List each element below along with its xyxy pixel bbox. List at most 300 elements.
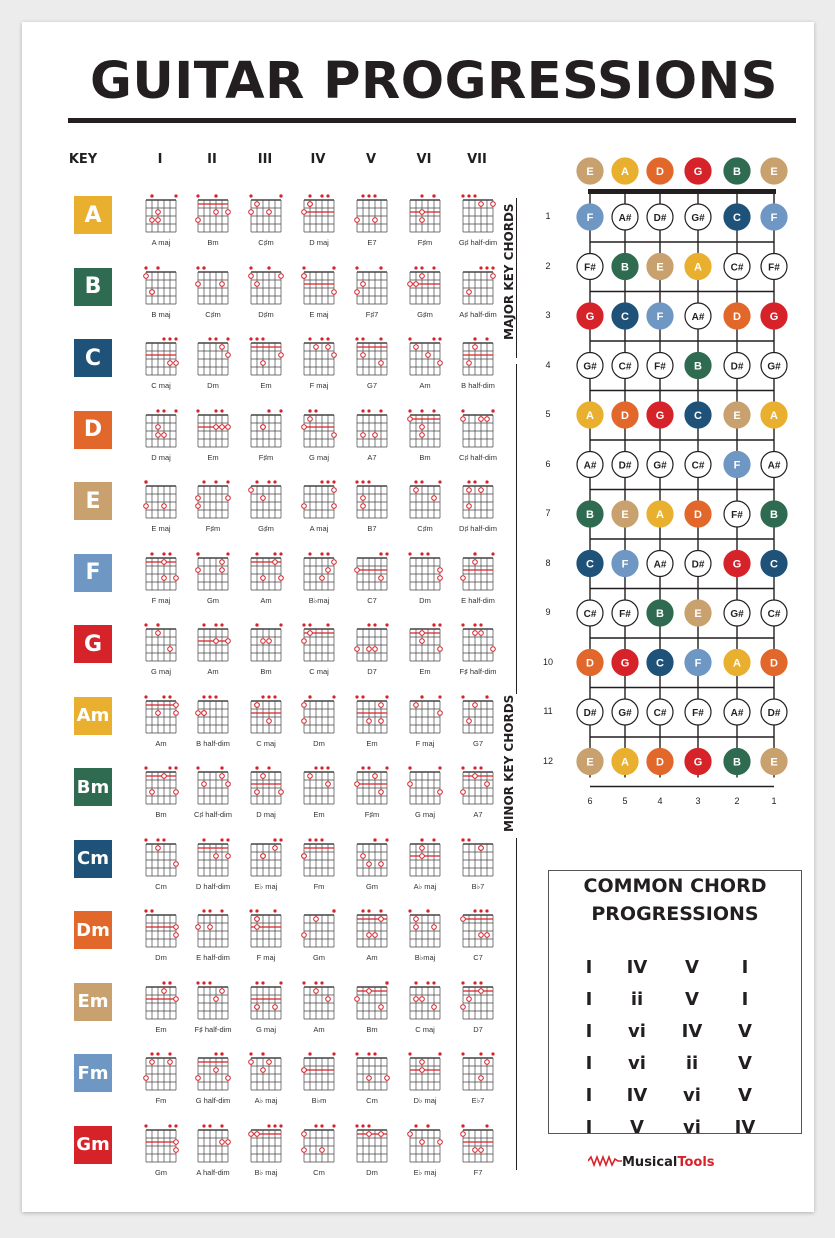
finger-position-dot: [314, 917, 319, 922]
chord-name: Em: [313, 810, 325, 819]
finger-position-dot: [485, 416, 490, 421]
finger-position-dot: [214, 996, 219, 1001]
chord-name: D♯m: [258, 309, 274, 319]
chord-diagram: [406, 979, 444, 1023]
chord-diagram: [194, 836, 232, 880]
open-string-marker: [202, 981, 205, 984]
open-string-marker: [432, 194, 435, 197]
open-string-marker: [414, 1124, 417, 1127]
finger-position-dot: [174, 996, 179, 1001]
finger-position-dot: [420, 631, 425, 636]
open-string-marker: [261, 981, 264, 984]
finger-position-dot: [420, 996, 425, 1001]
finger-position-dot: [168, 1060, 173, 1065]
finger-position-dot: [414, 917, 419, 922]
open-string-marker: [302, 623, 305, 626]
open-string-marker: [168, 1124, 171, 1127]
finger-position-dot: [479, 845, 484, 850]
finger-position-dot: [174, 925, 179, 930]
open-string-marker: [373, 838, 376, 841]
note-label: E: [656, 261, 664, 274]
chord-diagram: [247, 192, 285, 236]
note-label: G: [769, 311, 779, 323]
chord-name: Em: [366, 738, 378, 748]
finger-position-dot: [308, 416, 313, 421]
open-string-marker: [220, 838, 223, 841]
chord-name: G7: [472, 738, 483, 748]
progressions-title-line1: COMMON CHORD: [583, 875, 767, 897]
chord-diagram: [300, 764, 338, 808]
open-string-marker: [144, 1124, 147, 1127]
chord-diagram: [353, 264, 391, 308]
finger-position-dot: [261, 639, 266, 644]
open-string-marker: [273, 695, 276, 698]
finger-position-dot: [302, 933, 307, 938]
finger-position-dot: [174, 575, 179, 580]
open-string-marker: [473, 981, 476, 984]
chord-diagram: [300, 478, 338, 522]
finger-position-dot: [355, 647, 360, 652]
open-string-marker: [467, 480, 470, 483]
finger-position-dot: [226, 782, 231, 787]
open-string-marker: [144, 480, 147, 483]
finger-position-dot: [220, 424, 225, 429]
progression-numeral: V: [738, 1053, 752, 1074]
finger-position-dot: [255, 202, 260, 207]
open-string-marker: [214, 409, 217, 412]
open-string-marker: [202, 838, 205, 841]
chord-diagram: [247, 1122, 285, 1166]
open-string-marker: [438, 695, 441, 698]
finger-position-dot: [420, 210, 425, 215]
finger-position-dot: [308, 631, 313, 636]
open-string-marker: [273, 552, 276, 555]
note-label: E: [770, 166, 778, 178]
note-label: D#: [653, 213, 667, 224]
note-label: F#: [584, 262, 596, 274]
open-string-marker: [174, 1124, 177, 1127]
note-label: G#: [767, 361, 781, 373]
note-label: A: [621, 756, 629, 769]
poster-title: GUITAR PROGRESSIONS: [90, 52, 778, 111]
chord-diagram: [353, 1122, 391, 1166]
chord-name: Fm: [155, 1096, 167, 1105]
finger-position-dot: [261, 774, 266, 779]
open-string-marker: [379, 337, 382, 340]
open-string-marker: [373, 1052, 376, 1055]
note-label: E: [694, 608, 702, 620]
brand-logo: [588, 1155, 715, 1170]
finger-position-dot: [302, 273, 307, 278]
finger-position-dot: [267, 210, 272, 215]
progression-numeral: V: [738, 1085, 752, 1106]
chord-diagram: [406, 1050, 444, 1094]
progression-numeral: I: [585, 1117, 593, 1138]
finger-position-dot: [479, 1147, 484, 1152]
open-string-marker: [385, 695, 388, 698]
finger-position-dot: [314, 988, 319, 993]
chord-name: B7: [367, 524, 377, 533]
finger-position-dot: [379, 1004, 384, 1009]
fret-number: 3: [545, 310, 551, 320]
open-string-marker: [279, 1124, 282, 1127]
finger-position-dot: [261, 853, 266, 858]
open-string-marker: [214, 623, 217, 626]
note-label: B: [770, 509, 778, 521]
open-string-marker: [326, 480, 329, 483]
progression-numeral: I: [741, 957, 749, 978]
open-string-marker: [473, 766, 476, 769]
chord-diagram: [142, 836, 180, 880]
chord-name: C7: [367, 595, 377, 605]
open-string-marker: [355, 480, 358, 483]
note-label: C: [656, 657, 664, 670]
chord-name: D7: [473, 1024, 483, 1034]
open-string-marker: [267, 766, 270, 769]
chord-name: E♭ maj: [413, 1167, 437, 1177]
open-string-marker: [168, 1052, 171, 1055]
finger-position-dot: [267, 718, 272, 723]
progression-numeral: ii: [630, 989, 644, 1010]
chord-name: F maj: [256, 953, 276, 962]
open-string-marker: [168, 337, 171, 340]
finger-position-dot: [273, 845, 278, 850]
open-string-marker: [202, 1124, 205, 1127]
finger-position-dot: [408, 281, 413, 286]
open-string-marker: [438, 337, 441, 340]
chord-name: Am: [419, 381, 431, 390]
chord-diagram: [142, 693, 180, 737]
open-string-marker: [150, 909, 153, 912]
finger-position-dot: [332, 559, 337, 564]
open-string-marker: [308, 695, 311, 698]
chord-diagram: [353, 693, 391, 737]
numeral-header: VII: [467, 152, 487, 167]
chord-diagram: [300, 192, 338, 236]
key-header: KEY: [68, 152, 98, 167]
note-label: A#: [653, 559, 667, 571]
fret-number: 5: [545, 409, 551, 419]
finger-position-dot: [432, 1004, 437, 1009]
finger-position-dot: [214, 1068, 219, 1073]
chord-diagram: [194, 550, 232, 594]
chord-name: B♭maj: [308, 595, 330, 605]
open-string-marker: [279, 981, 282, 984]
chord-name: A7: [473, 810, 483, 819]
chord-name: C♯ half-dim: [194, 810, 232, 819]
chord-diagram: [459, 693, 497, 737]
finger-position-dot: [479, 202, 484, 207]
open-string-marker: [473, 480, 476, 483]
finger-position-dot: [414, 925, 419, 930]
open-string-marker: [214, 337, 217, 340]
chord-name: C♯ half-dim: [459, 452, 497, 462]
progression-numeral: IV: [626, 957, 648, 978]
open-string-marker: [314, 981, 317, 984]
open-string-marker: [479, 981, 482, 984]
open-string-marker: [267, 695, 270, 698]
finger-position-dot: [249, 210, 254, 215]
note-label: A#: [691, 312, 705, 323]
finger-position-dot: [255, 917, 260, 922]
chord-diagram: [142, 550, 180, 594]
open-string-marker: [408, 337, 411, 340]
chord-name: G maj: [150, 667, 171, 676]
open-string-marker: [414, 480, 417, 483]
chord-name: Em: [207, 452, 219, 462]
finger-position-dot: [196, 504, 201, 509]
note-label: D: [733, 311, 741, 323]
title-underline: [68, 118, 796, 123]
finger-position-dot: [420, 853, 425, 858]
chord-name: B half-dim: [461, 381, 495, 390]
open-string-marker: [279, 409, 282, 412]
chord-diagram: [142, 407, 180, 451]
open-string-marker: [144, 909, 147, 912]
open-string-marker: [461, 766, 464, 769]
open-string-marker: [156, 1052, 159, 1055]
open-string-marker: [308, 838, 311, 841]
note-label: G: [732, 558, 742, 571]
open-string-marker: [196, 981, 199, 984]
note-label: D: [586, 657, 594, 670]
open-string-marker: [408, 409, 411, 412]
key-badge: A: [74, 196, 112, 234]
note-label: A: [621, 166, 629, 178]
finger-position-dot: [438, 790, 443, 795]
finger-position-dot: [473, 1147, 478, 1152]
open-string-marker: [385, 552, 388, 555]
open-string-marker: [196, 194, 199, 197]
finger-position-dot: [261, 424, 266, 429]
open-string-marker: [308, 409, 311, 412]
chord-name: F7: [473, 1167, 483, 1177]
finger-position-dot: [473, 774, 478, 779]
chord-diagram: [459, 1122, 497, 1166]
finger-position-dot: [479, 1076, 484, 1081]
open-string-marker: [255, 337, 258, 340]
chord-diagram: [300, 1050, 338, 1094]
note-label: D#: [730, 361, 744, 373]
key-badge: E: [74, 482, 112, 520]
chord-name: Dm: [366, 1167, 378, 1177]
open-string-marker: [162, 981, 165, 984]
finger-position-dot: [168, 361, 173, 366]
open-string-marker: [144, 695, 147, 698]
finger-position-dot: [196, 567, 201, 572]
open-string-marker: [255, 981, 258, 984]
open-string-marker: [432, 409, 435, 412]
note-label: F#: [654, 361, 666, 373]
open-string-marker: [361, 337, 364, 340]
finger-position-dot: [196, 925, 201, 930]
finger-position-dot: [302, 1068, 307, 1073]
key-badge: Dm: [74, 911, 112, 949]
chord-name: A♭ maj: [254, 1096, 278, 1105]
open-string-marker: [379, 552, 382, 555]
finger-position-dot: [332, 504, 337, 509]
chord-name: B♭ maj: [254, 1167, 278, 1177]
open-string-marker: [355, 1124, 358, 1127]
finger-position-dot: [461, 790, 466, 795]
note-label: D#: [618, 460, 632, 472]
chord-name: G♯m: [258, 524, 274, 533]
open-string-marker: [255, 480, 258, 483]
progression-numeral: ii: [685, 1053, 699, 1074]
open-string-marker: [150, 194, 153, 197]
finger-position-dot: [226, 496, 231, 501]
chord-name: Gm: [365, 881, 379, 891]
open-string-marker: [332, 1124, 335, 1127]
finger-position-dot: [214, 853, 219, 858]
finger-position-dot: [414, 996, 419, 1001]
finger-position-dot: [279, 790, 284, 795]
finger-position-dot: [220, 345, 225, 350]
chord-diagram: [247, 335, 285, 379]
open-string-marker: [320, 194, 323, 197]
finger-position-dot: [226, 1139, 231, 1144]
open-string-marker: [355, 266, 358, 269]
open-string-marker: [355, 1052, 358, 1055]
open-string-marker: [249, 337, 252, 340]
chord-name: B maj: [151, 309, 171, 319]
finger-position-dot: [249, 1060, 254, 1065]
finger-position-dot: [467, 289, 472, 294]
chord-name: C♯m: [417, 524, 433, 533]
open-string-marker: [438, 623, 441, 626]
finger-position-dot: [255, 925, 260, 930]
finger-position-dot: [408, 416, 413, 421]
finger-position-dot: [226, 210, 231, 215]
finger-position-dot: [220, 281, 225, 286]
chord-name: F maj: [151, 595, 171, 605]
finger-position-dot: [479, 988, 484, 993]
finger-position-dot: [332, 432, 337, 437]
finger-position-dot: [379, 718, 384, 723]
open-string-marker: [426, 909, 429, 912]
open-string-marker: [255, 909, 258, 912]
chord-name: C maj: [256, 738, 276, 748]
key-badge: B: [74, 268, 112, 306]
open-string-marker: [408, 1052, 411, 1055]
finger-position-dot: [373, 933, 378, 938]
open-string-marker: [308, 1052, 311, 1055]
chord-diagram: [247, 1050, 285, 1094]
open-string-marker: [426, 981, 429, 984]
open-string-marker: [208, 695, 211, 698]
finger-position-dot: [379, 361, 384, 366]
chord-diagram: [459, 1050, 497, 1094]
key-badge: Bm: [74, 768, 112, 806]
finger-position-dot: [420, 845, 425, 850]
finger-position-dot: [326, 567, 331, 572]
open-string-marker: [208, 981, 211, 984]
open-string-marker: [367, 766, 370, 769]
finger-position-dot: [367, 1076, 372, 1081]
chord-name: Am: [260, 595, 272, 605]
numeral-header: II: [207, 152, 217, 167]
finger-position-dot: [196, 1076, 201, 1081]
chord-diagram: [194, 478, 232, 522]
open-string-marker: [214, 194, 217, 197]
open-string-marker: [332, 695, 335, 698]
open-string-marker: [255, 766, 258, 769]
open-string-marker: [361, 766, 364, 769]
note-label: B: [656, 608, 664, 620]
open-string-marker: [379, 909, 382, 912]
progression-numeral: V: [685, 957, 699, 978]
finger-position-dot: [144, 273, 149, 278]
open-string-marker: [355, 337, 358, 340]
note-label: A: [656, 509, 664, 521]
chord-diagram: [459, 407, 497, 451]
finger-position-dot: [420, 273, 425, 278]
open-string-marker: [196, 766, 199, 769]
chord-diagram: [247, 264, 285, 308]
chord-diagram: [300, 550, 338, 594]
open-string-marker: [461, 409, 464, 412]
open-string-marker: [420, 552, 423, 555]
chord-name: Bm: [366, 1024, 378, 1034]
chord-name: G maj: [308, 452, 329, 462]
open-string-marker: [214, 480, 217, 483]
open-string-marker: [332, 909, 335, 912]
open-string-marker: [361, 194, 364, 197]
open-string-marker: [208, 1124, 211, 1127]
chord-diagram: [142, 979, 180, 1023]
finger-position-dot: [479, 933, 484, 938]
finger-position-dot: [196, 496, 201, 501]
finger-position-dot: [226, 639, 231, 644]
open-string-marker: [485, 337, 488, 340]
open-string-marker: [267, 480, 270, 483]
chord-diagram: [194, 1122, 232, 1166]
note-label: A#: [618, 213, 632, 224]
chord-diagram: [247, 407, 285, 451]
open-string-marker: [208, 337, 211, 340]
key-badge: C: [74, 339, 112, 377]
chord-diagram: [194, 907, 232, 951]
finger-position-dot: [202, 710, 207, 715]
finger-position-dot: [473, 559, 478, 564]
chord-name: Cm: [155, 881, 167, 891]
finger-position-dot: [420, 1139, 425, 1144]
chord-diagram: [247, 979, 285, 1023]
chord-name: F♯7: [365, 309, 379, 319]
open-string-marker: [332, 480, 335, 483]
note-label: C#: [583, 609, 597, 620]
open-string-marker: [273, 909, 276, 912]
finger-position-dot: [432, 496, 437, 501]
progression-numeral: vi: [628, 1053, 646, 1074]
open-string-marker: [168, 552, 171, 555]
note-label: G: [620, 657, 630, 670]
open-string-marker: [162, 409, 165, 412]
chord-name: C maj: [151, 381, 171, 390]
open-string-marker: [320, 981, 323, 984]
chord-name: E maj: [309, 309, 329, 319]
note-label: C#: [767, 609, 781, 620]
finger-position-dot: [420, 1068, 425, 1073]
open-string-marker: [361, 909, 364, 912]
note-label: C: [694, 410, 702, 422]
progression-numeral: I: [585, 957, 593, 978]
finger-position-dot: [408, 1131, 413, 1136]
finger-position-dot: [150, 790, 155, 795]
chord-diagram: [300, 979, 338, 1023]
chord-name: D maj: [309, 238, 329, 247]
chord-diagram: [142, 907, 180, 951]
